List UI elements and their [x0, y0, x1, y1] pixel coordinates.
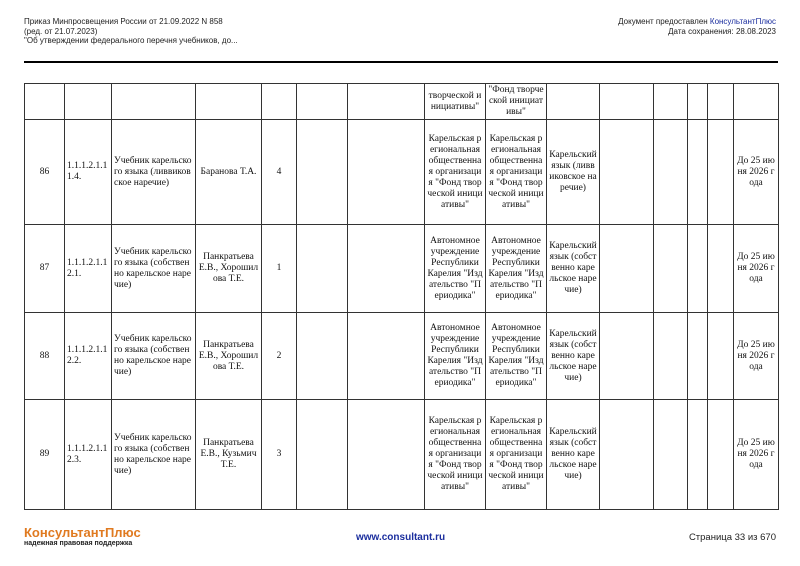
row-number: 87	[25, 225, 65, 313]
valid-until-cell: До 25 июня 2026 года	[734, 313, 779, 400]
order-title: Приказ Минпросвещения России от 21.09.2022 N 858	[24, 17, 223, 26]
publisher-cell: Карельская региональная общественная организация "Фонд творческой инициативы"	[425, 120, 486, 225]
empty-cell	[348, 120, 425, 225]
document-subject: "Об утверждении федерального перечня учебников, до...	[24, 36, 238, 45]
publisher2-cell: Карельская региональная общественная организация "Фонд творческой инициативы"	[486, 400, 547, 510]
author-cell: Панкратьева Е.В., Кузьмич Т.Е.	[196, 400, 262, 510]
empty-cell	[688, 400, 708, 510]
title-cell: Учебник карельского языка (ливвиковское наречие)	[112, 120, 196, 225]
empty-cell	[600, 313, 654, 400]
language-cell: Карельский язык (собственно карельское наречие)	[547, 313, 600, 400]
empty-cell	[688, 120, 708, 225]
empty-cell	[297, 400, 348, 510]
code-cell: 1.1.1.2.1.12.2.	[65, 313, 112, 400]
language-cell: Карельский язык (собственно карельское наречие)	[547, 225, 600, 313]
row-number: 86	[25, 120, 65, 225]
empty-cell	[654, 400, 688, 510]
code-cell: 1.1.1.2.1.12.3.	[65, 400, 112, 510]
author-cell: Панкратьева Е.В., Хорошилова Т.Е.	[196, 225, 262, 313]
empty-cell	[654, 313, 688, 400]
grade-cell: 1	[262, 225, 297, 313]
table-row	[25, 225, 779, 313]
empty-cell	[708, 120, 734, 225]
empty-cell	[708, 313, 734, 400]
table-row	[25, 313, 779, 400]
code-cell: 1.1.1.2.1.12.1.	[65, 225, 112, 313]
title-cell: Учебник карельского языка (собственно карельское наречие)	[112, 225, 196, 313]
empty-cell	[708, 225, 734, 313]
valid-until-cell: До 25 июня 2026 года	[734, 400, 779, 510]
provider-info	[618, 17, 776, 36]
site-link[interactable]: www.consultant.ru	[356, 532, 446, 543]
publisher-cell: Автономное учреждение Республики Карелия "Издательство "Периодика"	[425, 225, 486, 313]
empty-cell	[297, 313, 348, 400]
table-row-continued	[25, 84, 779, 120]
grade-cell: 4	[262, 120, 297, 225]
title-cell: Учебник карельского языка (собственно карельское наречие)	[112, 313, 196, 400]
footer-logo	[24, 525, 141, 547]
publisher2-cell: Карельская региональная общественная организация "Фонд творческой инициативы"	[486, 120, 547, 225]
empty-cell	[297, 120, 348, 225]
row-number: 89	[25, 400, 65, 510]
provider-link[interactable]: КонсультантПлюс	[709, 17, 776, 26]
valid-until-cell: До 25 июня 2026 года	[734, 225, 779, 313]
language-cell: Карельский язык (собственно карельское наречие)	[547, 400, 600, 510]
publisher2-cell: "Фонд творческой инициативы"	[486, 84, 547, 120]
language-cell: Карельский язык (ливвиковское наречие)	[547, 120, 600, 225]
grade-cell: 3	[262, 400, 297, 510]
empty-cell	[348, 225, 425, 313]
publisher-cell: Карельская региональная общественная организация "Фонд творческой инициативы"	[425, 400, 486, 510]
save-date: Дата сохранения: 28.08.2023	[668, 26, 776, 36]
author-cell: Баранова Т.А.	[196, 120, 262, 225]
code-cell: 1.1.1.2.1.11.4.	[65, 120, 112, 225]
table-row	[25, 120, 779, 225]
author-cell: Панкратьева Е.В., Хорошилова Т.Е.	[196, 313, 262, 400]
publisher2-cell: Автономное учреждение Республики Карелия "Издательство "Периодика"	[486, 225, 547, 313]
publisher-cell: творческой инициативы"	[425, 84, 486, 120]
provided-label: Документ предоставлен	[618, 17, 710, 26]
empty-cell	[297, 225, 348, 313]
publisher2-cell: Автономное учреждение Республики Карелия "Издательство "Периодика"	[486, 313, 547, 400]
consultant-logo: КонсультантПлюс	[24, 525, 141, 540]
page-number: Страница 33 из 670	[688, 532, 776, 543]
document-header-info	[24, 17, 238, 46]
empty-cell	[688, 225, 708, 313]
empty-cell	[688, 313, 708, 400]
empty-cell	[600, 400, 654, 510]
revision: (ред. от 21.07.2023)	[24, 26, 98, 36]
title-cell: Учебник карельского языка (собственно карельское наречие)	[112, 400, 196, 510]
empty-cell	[708, 400, 734, 510]
valid-until-cell: До 25 июня 2026 года	[734, 120, 779, 225]
table-row	[25, 400, 779, 510]
empty-cell	[654, 225, 688, 313]
empty-cell	[348, 313, 425, 400]
empty-cell	[348, 400, 425, 510]
textbook-table	[24, 83, 779, 510]
empty-cell	[600, 120, 654, 225]
empty-cell	[600, 225, 654, 313]
row-number: 88	[25, 313, 65, 400]
tagline: надежная правовая поддержка	[24, 540, 133, 547]
header-divider	[24, 61, 778, 63]
publisher-cell: Автономное учреждение Республики Карелия "Издательство "Периодика"	[425, 313, 486, 400]
grade-cell: 2	[262, 313, 297, 400]
empty-cell	[654, 120, 688, 225]
